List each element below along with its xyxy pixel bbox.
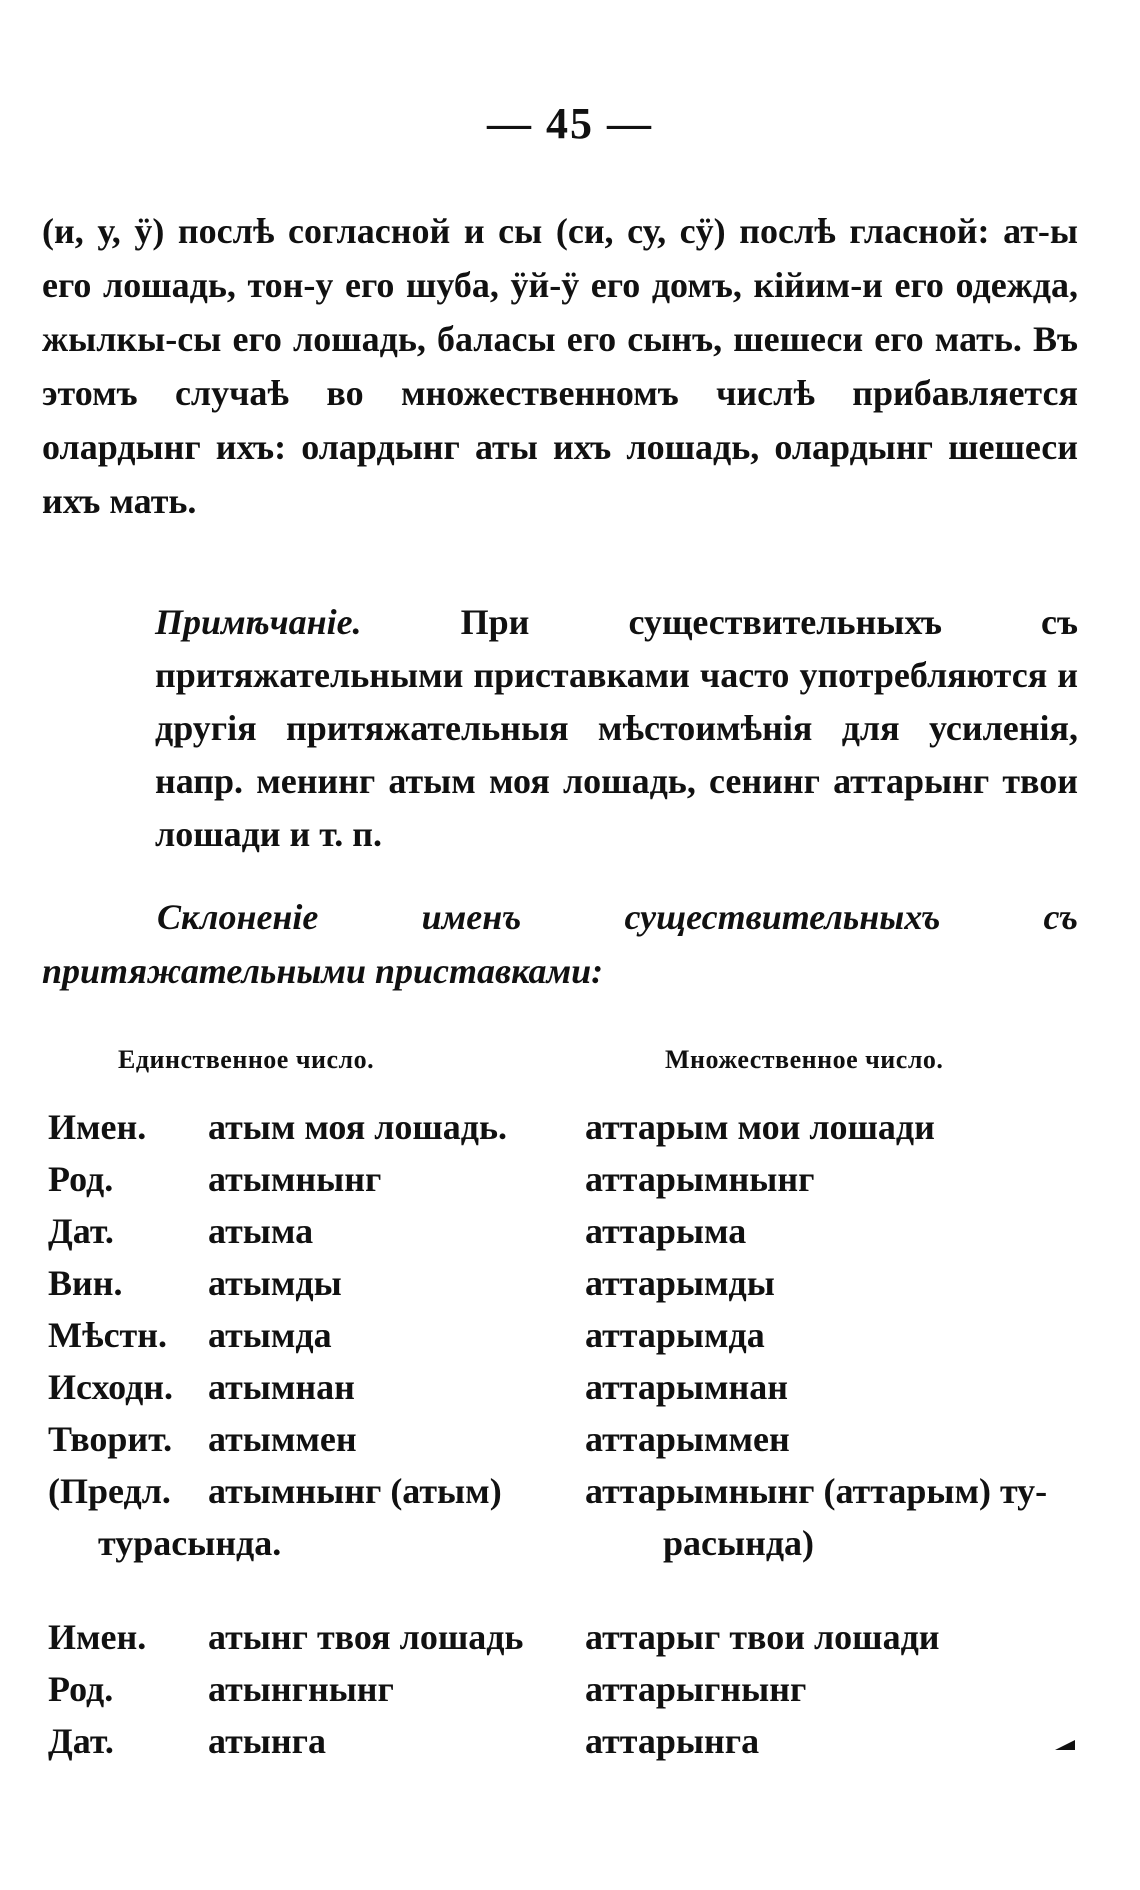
case-label: Дат. <box>48 1211 114 1251</box>
column-header-plural: Множественное число. <box>665 1045 944 1074</box>
declension-row <box>48 1153 1088 1205</box>
singular-form: атыма <box>208 1211 314 1251</box>
singular-form: атымнынг (атым) <box>208 1471 502 1511</box>
declension-row <box>48 1715 1088 1767</box>
singular-form: атынга <box>208 1721 326 1761</box>
case-label: (Предл. <box>48 1471 171 1511</box>
singular-form: атынгнынг <box>208 1669 394 1709</box>
declension-row <box>48 1309 1088 1361</box>
plural-form: аттарынга <box>585 1721 760 1761</box>
column-header-singular: Единственное число. <box>118 1045 375 1074</box>
plural-form: аттарымнынг <box>585 1159 815 1199</box>
singular-form: атымнан <box>208 1367 355 1407</box>
declension-row <box>48 1465 1088 1517</box>
case-label: Творит. <box>48 1419 173 1459</box>
case-label: Вин. <box>48 1263 123 1303</box>
plural-form: аттарымнынг (аттарым) ту- <box>585 1471 1048 1511</box>
note-paragraph <box>155 596 1078 861</box>
case-label: Имен. <box>48 1107 147 1147</box>
note-text: При существительныхъ съ притяжательными приставками часто употребляются и другія притяжательныя мѣстоимѣнія для усиленія, напр. менинг атым моя лошадь, сенинг аттарынг твои лошади и т. п. <box>155 602 1078 854</box>
case-label: Имен. <box>48 1617 147 1657</box>
plural-form: аттарыммен <box>585 1419 790 1459</box>
plural-form: аттарымда <box>585 1315 765 1355</box>
singular-form: атынг твоя лошадь <box>208 1617 524 1657</box>
corner-mark <box>1055 1740 1075 1750</box>
case-label: Род. <box>48 1159 114 1199</box>
declension-row <box>48 1101 1088 1153</box>
plural-continuation: расында) <box>663 1523 815 1563</box>
declension-row <box>48 1611 1088 1663</box>
plural-form: аттарым мои лошади <box>585 1107 935 1147</box>
plural-form: аттарымнан <box>585 1367 789 1407</box>
singular-form: атымда <box>208 1315 332 1355</box>
case-label: Дат. <box>48 1721 114 1761</box>
declension-row <box>48 1205 1088 1257</box>
declension-row <box>48 1413 1088 1465</box>
plural-form: аттарыма <box>585 1211 747 1251</box>
case-label: Мѣстн. <box>48 1315 167 1355</box>
plural-form: аттарыгнынг <box>585 1669 807 1709</box>
page-number: — 45 — <box>487 99 653 148</box>
note-lead: Примѣчаніе. <box>155 602 362 642</box>
declension-row <box>48 1361 1088 1413</box>
declension-row <box>48 1257 1088 1309</box>
singular-form: атым моя лошадь. <box>208 1107 508 1147</box>
declension-row <box>48 1663 1088 1715</box>
case-label: Исходн. <box>48 1367 174 1407</box>
section-heading: Склоненіе именъ существительныхъ съ притяжательными приставками: <box>42 897 1078 991</box>
singular-form: атымды <box>208 1263 342 1303</box>
singular-form: атыммен <box>208 1419 357 1459</box>
singular-continuation: турасында. <box>98 1523 282 1563</box>
plural-form: аттарыг твои лошади <box>585 1617 940 1657</box>
body-paragraph: (и, у, ӱ) послѣ согласной и сы (си, су, сӱ) послѣ гласной: ат-ы его лошадь, тон-у его шуба, ӱй-ӱ его домъ, кійим-и его одежда, жылкы-сы его лошадь, баласы его сынъ, шешеси его мать. Въ этомъ случаѣ во множественномъ числѣ прибавляется олардынг ихъ: олардынг аты ихъ лошадь, олардынг шешеси ихъ мать. <box>42 211 1078 521</box>
plural-form: аттарымды <box>585 1263 775 1303</box>
case-label: Род. <box>48 1669 114 1709</box>
singular-form: атымнынг <box>208 1159 382 1199</box>
